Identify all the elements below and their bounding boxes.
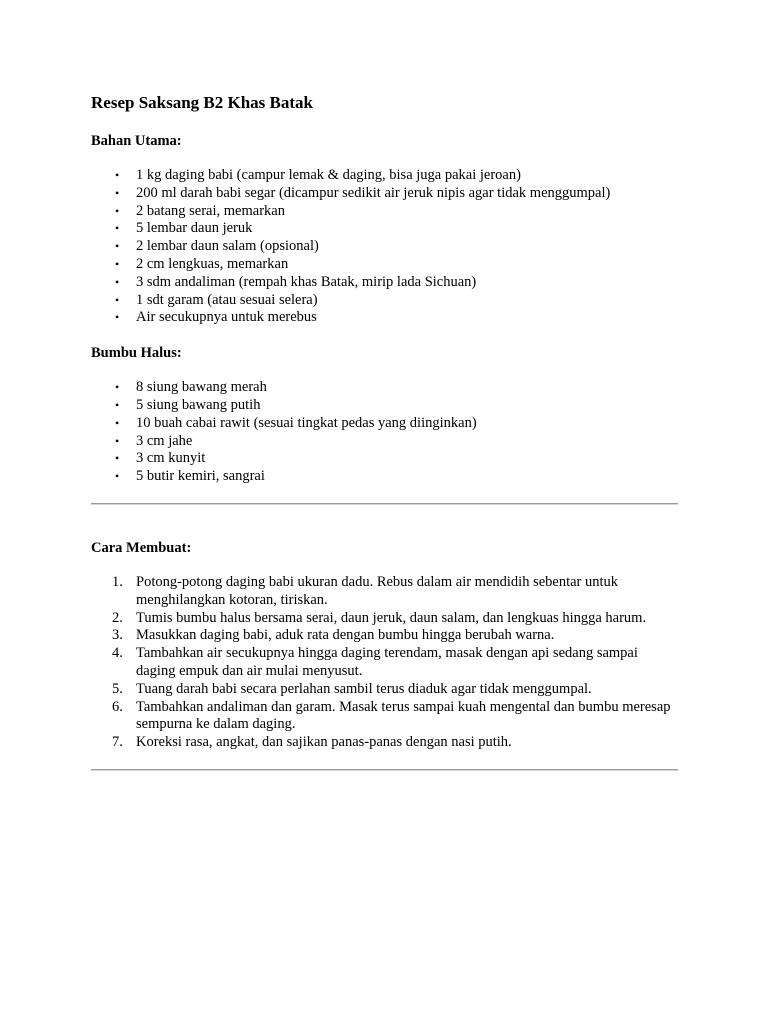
- bahan-utama-list: [91, 167, 678, 327]
- list-item-text: 3 cm kunyit: [136, 450, 206, 467]
- list-item: [115, 167, 678, 185]
- section-heading-cara-membuat: Cara Membuat:: [91, 539, 192, 556]
- list-item: [115, 220, 678, 238]
- list-item-text: 2 batang serai, memarkan: [136, 202, 285, 219]
- step-number: 3.: [112, 627, 123, 644]
- list-item-text: 200 ml darah babi segar (dicampur sedikit air jeruk nipis agar tidak menggumpal): [136, 184, 611, 201]
- bullet-icon: •: [115, 274, 120, 289]
- step-item: [112, 609, 678, 628]
- list-item: [115, 450, 678, 468]
- list-item-text: 8 siung bawang merah: [136, 379, 267, 396]
- list-item: [115, 255, 678, 274]
- horizontal-rule: [91, 769, 678, 771]
- step-item: [112, 680, 678, 699]
- bullet-icon: •: [115, 415, 120, 430]
- bullet-icon: •: [115, 292, 120, 307]
- bullet-icon: •: [115, 185, 120, 200]
- step-number: 7.: [112, 734, 123, 751]
- list-item: [115, 238, 678, 256]
- list-item-text: 5 siung bawang putih: [136, 396, 261, 413]
- step-number: 4.: [112, 645, 123, 662]
- step-text: Potong-potong daging babi ukuran dadu. Rebus dalam air mendidih sebentar untuk menghilangkan kotoran, tiriskan.: [136, 573, 619, 608]
- list-item: [115, 291, 678, 310]
- step-number: 2.: [112, 609, 123, 626]
- bullet-icon: •: [115, 380, 120, 395]
- list-item: [115, 309, 678, 327]
- list-item-text: 2 cm lengkuas, memarkan: [136, 255, 289, 272]
- bullet-icon: •: [115, 168, 120, 182]
- step-text: Tumis bumbu halus bersama serai, daun jeruk, daun salam, dan lengkuas hingga harum.: [136, 609, 647, 626]
- list-item: [115, 432, 678, 451]
- list-item: [115, 396, 678, 415]
- step-text: Tuang darah babi secara perlahan sambil terus diaduk agar tidak menggumpal.: [136, 680, 592, 697]
- step-text: Koreksi rasa, angkat, dan sajikan panas-panas dengan nasi putih.: [136, 734, 512, 751]
- page-title: Resep Saksang B2 Khas Batak: [91, 93, 314, 112]
- list-item: [115, 414, 678, 433]
- cara-membuat-steps: [91, 574, 678, 752]
- section-heading-bumbu-halus: Bumbu Halus:: [91, 345, 182, 362]
- step-number: 5.: [112, 680, 123, 697]
- step-number: 1.: [112, 573, 123, 590]
- bullet-icon: •: [115, 310, 120, 325]
- list-item-text: 1 kg daging babi (campur lemak & daging, bisa juga pakai jeroan): [136, 167, 521, 183]
- bullet-icon: •: [115, 256, 120, 271]
- step-text: Tambahkan andaliman dan garam. Masak terus sampai kuah mengental dan bumbu meresap sempurna ke dalam daging.: [136, 698, 671, 733]
- step-text: Masukkan daging babi, aduk rata dengan bumbu hingga berubah warna.: [136, 627, 555, 644]
- step-item: [112, 698, 678, 735]
- bullet-icon: •: [115, 433, 120, 448]
- list-item-text: Air secukupnya untuk merebus: [136, 309, 317, 326]
- list-item: [115, 273, 678, 292]
- bullet-icon: •: [115, 221, 120, 236]
- bullet-icon: •: [115, 239, 120, 254]
- list-item: [115, 202, 678, 221]
- horizontal-rule: [91, 503, 678, 505]
- step-number: 6.: [112, 698, 123, 715]
- list-item: [115, 379, 678, 397]
- step-item: [112, 573, 678, 610]
- list-item-text: 10 buah cabai rawit (sesuai tingkat pedas yang diinginkan): [136, 414, 477, 431]
- bullet-icon: •: [115, 451, 120, 466]
- list-item-text: 5 lembar daun jeruk: [136, 220, 253, 237]
- list-item-text: 3 cm jahe: [136, 432, 193, 449]
- bullet-icon: •: [115, 203, 120, 218]
- bullet-icon: •: [115, 397, 120, 412]
- list-item-text: 2 lembar daun salam (opsional): [136, 238, 319, 255]
- list-item: [115, 184, 678, 203]
- step-item: [112, 645, 678, 681]
- step-item: [112, 627, 678, 645]
- list-item-text: 1 sdt garam (atau sesuai selera): [136, 291, 318, 308]
- bumbu-halus-list: [91, 379, 678, 486]
- step-text: Tambahkan air secukupnya hingga daging terendam, masak dengan api sedang sampai daging empuk dan air mulai menyusut.: [136, 645, 638, 679]
- list-item-text: 3 sdm andaliman (rempah khas Batak, mirip lada Sichuan): [136, 273, 477, 290]
- section-heading-bahan-utama: Bahan Utama:: [91, 133, 182, 149]
- step-item: [112, 734, 678, 752]
- list-item-text: 5 butir kemiri, sangrai: [136, 468, 265, 485]
- bullet-icon: •: [115, 469, 120, 484]
- list-item: [115, 468, 678, 486]
